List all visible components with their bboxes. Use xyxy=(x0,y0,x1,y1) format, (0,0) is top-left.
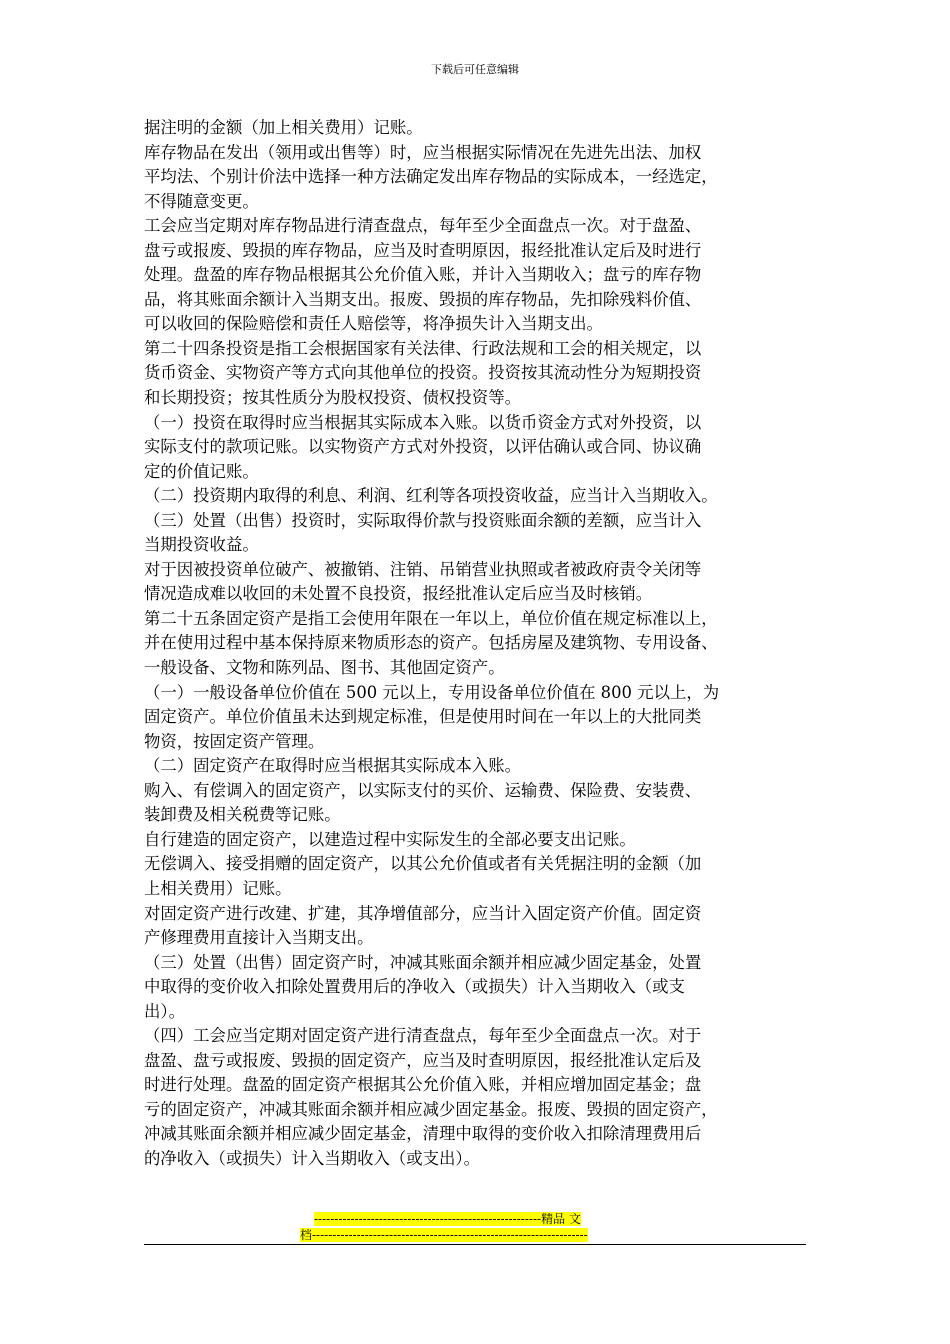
text-line: 可以收回的保险赔偿和责任人赔偿等，将净损失计入当期支出。 xyxy=(144,314,603,334)
text-line: 情况造成难以收回的未处置不良投资，报经批准认定后应当及时核销。 xyxy=(144,584,653,604)
text-line: 中取得的变价收入扣除处置费用后的净收入（或损失）计入当期收入（或支 xyxy=(144,977,685,997)
footer-line-2: 档-------------------------------------------------------------------- xyxy=(300,1228,588,1242)
text-line: 处理。盘盈的库存物品根据其公允价值入账，并计入当期收入；盘亏的库存物 xyxy=(144,265,702,285)
text-line: 库存物品在发出（领用或出售等）时，应当根据实际情况在先进先出法、加权 xyxy=(144,142,702,162)
text-line: （一）投资在取得时应当根据其实际成本入账。以货币资金方式对外投资，以 xyxy=(144,412,702,432)
text-line: 自行建造的固定资产，以建造过程中实际发生的全部必要支出记账。 xyxy=(144,829,636,849)
text-line: 品，将其账面余额计入当期支出。报废、毁损的库存物品，先扣除残料价值、 xyxy=(144,289,702,309)
text-line: 对于因被投资单位破产、被撤销、注销、吊销营业执照或者被政府责令关闭等 xyxy=(144,559,702,579)
text-line: 并在使用过程中基本保持原来物质形态的资产。包括房屋及建筑物、专用设备、 xyxy=(144,633,718,653)
text-line: （一）一般设备单位价值在 500 元以上，专用设备单位价值在 800 元以上，为 xyxy=(144,682,720,702)
text-line: （二）固定资产在取得时应当根据其实际成本入账。 xyxy=(144,756,521,776)
text-line: 上相关费用）记账。 xyxy=(144,878,292,898)
text-line: 工会应当定期对库存物品进行清查盘点，每年至少全面盘点一次。对于盘盈、 xyxy=(144,216,702,236)
page-header: 下载后可任意编辑 xyxy=(431,63,519,76)
text-line: 和长期投资；按其性质分为股权投资、债权投资等。 xyxy=(144,388,521,408)
text-line: 一般设备、文物和陈列品、图书、其他固定资产。 xyxy=(144,658,505,678)
text-line: 对固定资产进行改建、扩建，其净增值部分，应当计入固定资产价值。固定资 xyxy=(144,903,702,923)
document-body xyxy=(144,116,816,1172)
text-line: 据注明的金额（加上相关费用）记账。 xyxy=(144,118,423,137)
footer-divider xyxy=(144,1244,806,1245)
text-line: （四）工会应当定期对固定资产进行清查盘点，每年至少全面盘点一次。对于 xyxy=(144,1026,702,1046)
footer-watermark xyxy=(300,1211,652,1243)
text-line: 盘亏或报废、毁损的库存物品，应当及时查明原因，报经批准认定后及时进行 xyxy=(144,240,702,260)
text-line: 盘盈、盘亏或报废、毁损的固定资产，应当及时查明原因，报经批准认定后及 xyxy=(144,1050,702,1070)
text-line: （二）投资期内取得的利息、利润、红利等各项投资收益，应当计入当期收入。 xyxy=(144,486,718,506)
text-line: 无偿调入、接受捐赠的固定资产，以其公允价值或者有关凭据注明的金额（加 xyxy=(144,854,702,874)
text-line: 固定资产。单位价值虽未达到规定标准，但是使用时间在一年以上的大批同类 xyxy=(144,707,702,727)
text-line: 货币资金、实物资产等方式向其他单位的投资。投资按其流动性分为短期投资 xyxy=(144,363,702,383)
text-line: 冲减其账面余额并相应减少固定基金，清理中取得的变价收入扣除清理费用后 xyxy=(144,1124,702,1144)
text-line: 购入、有偿调入的固定资产，以实际支付的买价、运输费、保险费、安装费、 xyxy=(144,780,702,800)
text-line: 实际支付的款项记账。以实物资产方式对外投资，以评估确认或合同、协议确 xyxy=(144,437,702,457)
text-line: 定的价值记账。 xyxy=(144,461,259,481)
text-line: 不得随意变更。 xyxy=(144,191,259,211)
text-line: 平均法、个别计价法中选择一种方法确定发出库存物品的实际成本，一经选定， xyxy=(144,167,718,187)
text-line: 装卸费及相关税费等记账。 xyxy=(144,805,341,825)
text-line: 的净收入（或损失）计入当期收入（或支出）。 xyxy=(144,1148,481,1168)
footer-line-1: --------------------------------------------------------精品 文 xyxy=(314,1212,581,1226)
text-line: 第二十五条固定资产是指工会使用年限在一年以上，单位价值在规定标准以上， xyxy=(144,608,718,628)
text-line: 物资，按固定资产管理。 xyxy=(144,731,325,751)
text-line: 当期投资收益。 xyxy=(144,535,259,555)
text-line: 时进行处理。盘盈的固定资产根据其公允价值入账，并相应增加固定基金；盘 xyxy=(144,1075,702,1095)
text-line: 出）。 xyxy=(144,1001,185,1021)
text-line: 第二十四条投资是指工会根据国家有关法律、行政法规和工会的相关规定，以 xyxy=(144,338,702,358)
text-line: 产修理费用直接计入当期支出。 xyxy=(144,928,374,948)
text-line: （三）处置（出售）固定资产时，冲减其账面余额并相应减少固定基金，处置 xyxy=(144,952,702,972)
text-line: （三）处置（出售）投资时，实际取得价款与投资账面余额的差额，应当计入 xyxy=(144,510,702,530)
text-line: 亏的固定资产，冲减其账面余额并相应减少固定基金。报废、毁损的固定资产， xyxy=(144,1099,718,1119)
